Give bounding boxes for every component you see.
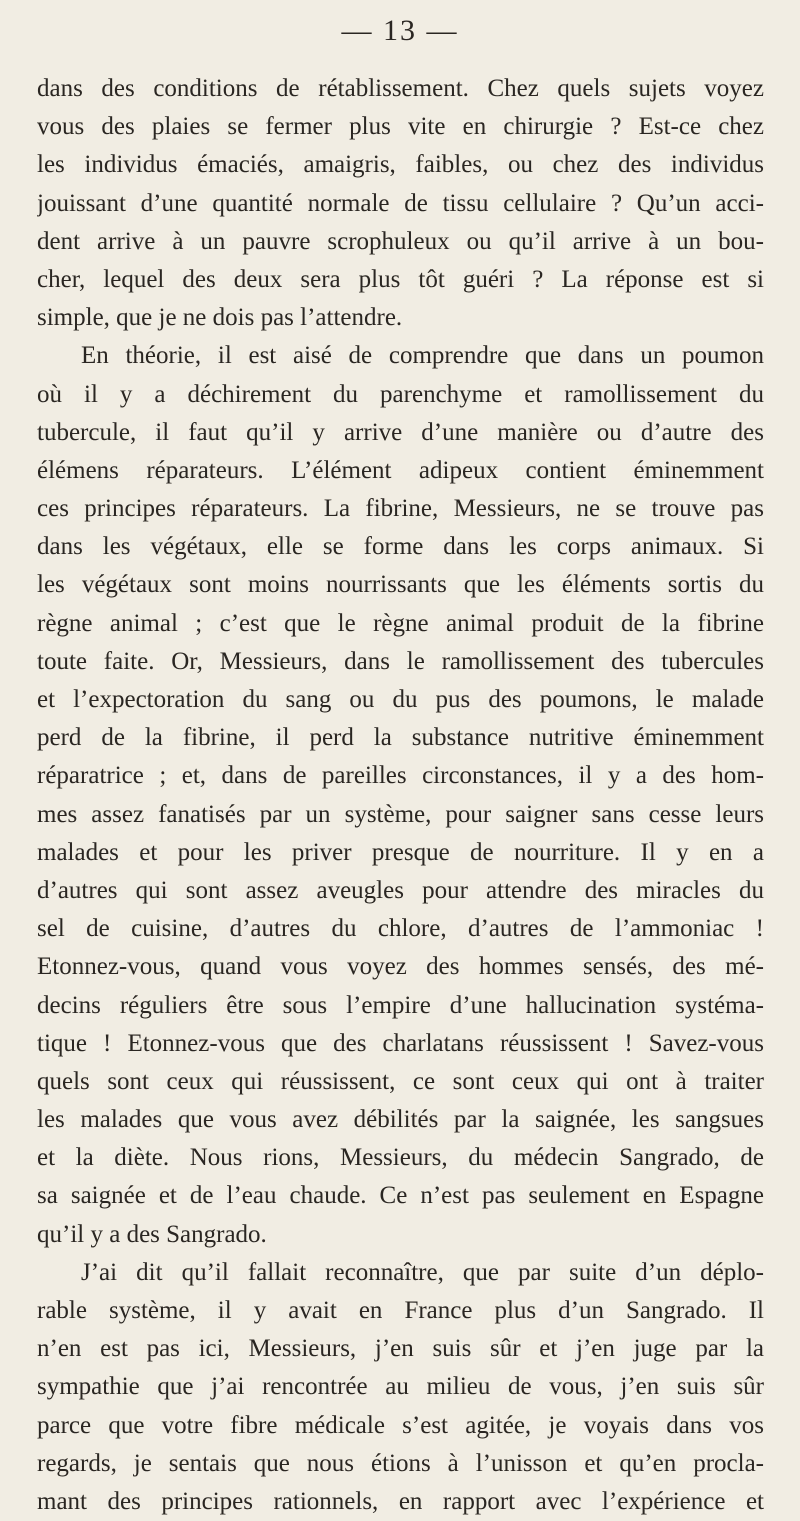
text-line: mant des principes rationnels, en rapport avec l’expérience et bbox=[37, 1487, 764, 1515]
text-line: jouissant d’une quantité normale de tissu cellulaire ? Qu’un acci- bbox=[37, 189, 764, 217]
text-line: dans des conditions de rétablissement. Chez quels sujets voyez bbox=[37, 75, 764, 102]
text-line: vous des plaies se fermer plus vite en chirurgie ? Est-ce chez bbox=[37, 113, 764, 141]
text-line: regards, je sentais que nous étions à l’unisson et qu’en procla- bbox=[37, 1449, 764, 1477]
text-line: rable système, il y avait en France plus d’un Sangrado. Il bbox=[37, 1297, 764, 1324]
text-line: parce que votre fibre médicale s’est agitée, je voyais dans vos bbox=[37, 1411, 764, 1439]
text-line: sa saignée et de l’eau chaude. Ce n’est pas seulement en Espagne bbox=[37, 1182, 764, 1210]
text-line: tique ! Etonnez-vous que des charlatans réussissent ! Savez-vous bbox=[37, 1029, 764, 1057]
text-line: qu’il y a des Sangrado. bbox=[37, 1220, 267, 1248]
text-line: d’autres qui sont assez aveugles pour attendre des miracles du bbox=[37, 876, 764, 904]
text-line: toute faite. Or, Messieurs, dans le ramollissement des tubercules bbox=[37, 647, 764, 675]
text-line: n’en est pas ici, Messieurs, j’en suis sûr et j’en juge par la bbox=[37, 1335, 764, 1363]
text-line: decins réguliers être sous l’empire d’une hallucination systéma- bbox=[37, 991, 764, 1019]
text-line: les malades que vous avez débilités par la saignée, les sangsues bbox=[37, 1106, 764, 1134]
text-line: sel de cuisine, d’autres du chlore, d’autres de l’ammoniac ! bbox=[37, 915, 764, 943]
text-line: malades et pour les priver presque de nourriture. Il y en a bbox=[37, 838, 764, 866]
text-line: les végétaux sont moins nourrissants que les éléments sortis du bbox=[37, 571, 764, 599]
text-line: J’ai dit qu’il fallait reconnaître, que par suite d’un déplo- bbox=[81, 1258, 764, 1286]
text-line: quels sont ceux qui réussissent, ce sont ceux qui ont à traiter bbox=[37, 1067, 764, 1095]
text-line: réparatrice ; et, dans de pareilles circonstances, il y a des hom- bbox=[37, 762, 764, 790]
text-line: ces principes réparateurs. La fibrine, Messieurs, ne se trouve pas bbox=[37, 495, 764, 523]
body-text bbox=[37, 70, 764, 1521]
page-number: — 13 — bbox=[341, 14, 459, 47]
text-line: En théorie, il est aisé de comprendre que dans un poumon bbox=[81, 342, 764, 370]
text-line: cher, lequel des deux sera plus tôt guéri ? La réponse est si bbox=[37, 265, 764, 293]
text-line: Etonnez-vous, quand vous voyez des hommes sensés, des mé- bbox=[37, 953, 764, 981]
text-line: mes assez fanatisés par un système, pour saigner sans cesse leurs bbox=[37, 800, 764, 828]
text-line: règne animal ; c’est que le règne animal produit de la fibrine bbox=[37, 609, 764, 637]
text-line: et la diète. Nous rions, Messieurs, du médecin Sangrado, de bbox=[37, 1144, 764, 1172]
text-line: dent arrive à un pauvre scrophuleux ou qu’il arrive à un bou- bbox=[37, 227, 764, 255]
text-line: où il y a déchirement du parenchyme et ramollissement du bbox=[37, 380, 764, 408]
text-line: les individus émaciés, amaigris, faibles, ou chez des individus bbox=[37, 151, 764, 179]
text-line: perd de la fibrine, il perd la substance nutritive éminemment bbox=[37, 724, 764, 752]
text-line: simple, que je ne dois pas l’attendre. bbox=[37, 304, 403, 332]
text-line: et l’expectoration du sang ou du pus des poumons, le malade bbox=[37, 686, 764, 713]
text-line: dans les végétaux, elle se forme dans les corps animaux. Si bbox=[37, 533, 764, 561]
text-line: tubercule, il faut qu’il y arrive d’une manière ou d’autre des bbox=[37, 418, 764, 446]
text-line: sympathie que j’ai rencontrée au milieu de vous, j’en suis sûr bbox=[37, 1373, 764, 1401]
text-line: élémens réparateurs. L’élément adipeux contient éminemment bbox=[37, 456, 764, 484]
